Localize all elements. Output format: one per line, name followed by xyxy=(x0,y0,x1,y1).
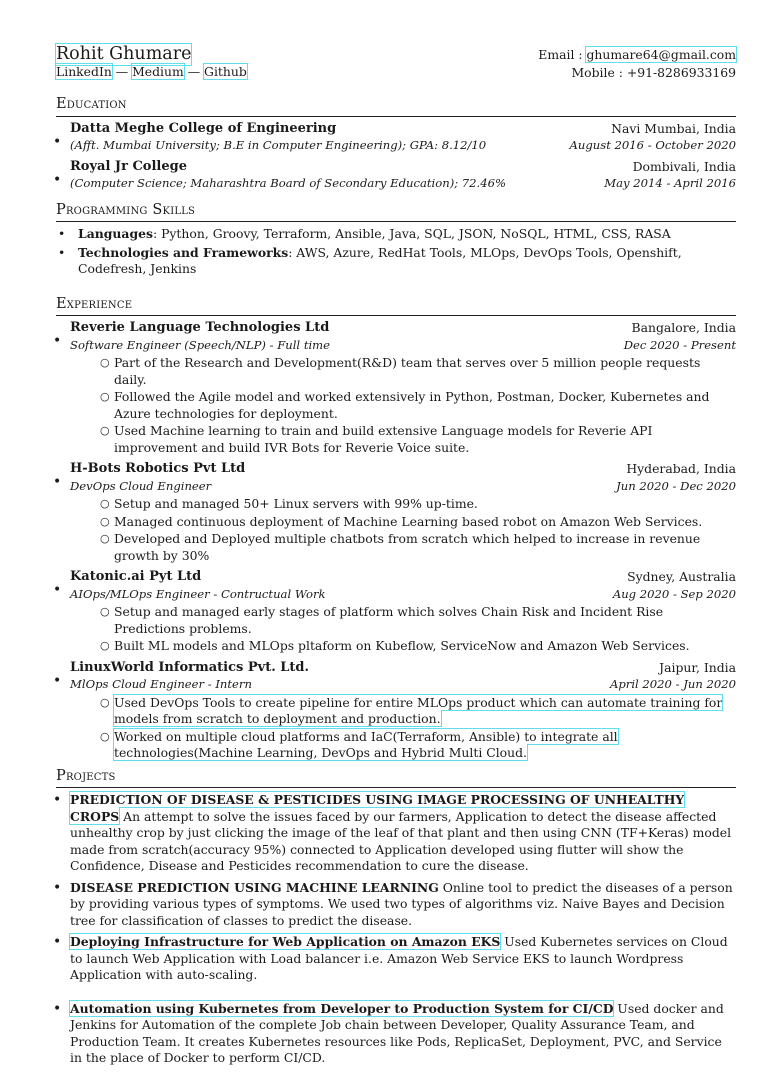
mobile-row xyxy=(538,64,736,82)
school-location: Dombivali, India xyxy=(632,158,736,174)
job-point-text: Part of the Research and Development(R&D) team that serves over 5 million people requests daily. xyxy=(114,355,701,387)
job-point-text: Followed the Agile model and worked extensively in Python, Postman, Docker, Kubernetes and Azure technologies for deployment. xyxy=(114,389,710,421)
bullet-icon: • xyxy=(53,672,62,689)
job-role: AIOps/MLOps Engineer - Contructual Work xyxy=(70,586,326,601)
project-description: An attempt to solve the issues faced by our farmers, Application to detect the disease affected unhealthy crop by just clicking the image of the leaf of that plant and then using CNN (TF+Keras) model made from scratch(accuracy 95%) connected to Application developed using flutter will show the Confidence, Disease and Pesticides recommendation to cure the disease. xyxy=(70,808,732,873)
education-list xyxy=(53,120,736,192)
skills-list xyxy=(56,226,736,278)
skill-value: : Python, Groovy, Terraform, Ansible, Java, SQL, JSON, NoSQL, HTML, CSS, RASA xyxy=(152,226,671,241)
contact-info xyxy=(538,46,736,82)
job-point-text: Setup and managed early stages of platform which solves Chain Risk and Incident Rise Predictions problems. xyxy=(114,604,664,636)
company-location: Hyderabad, India xyxy=(626,461,736,476)
mobile-label: Mobile : xyxy=(571,65,627,80)
circle-bullet-icon: ○ xyxy=(100,390,110,403)
education-entry xyxy=(53,158,736,192)
job-role: Software Engineer (Speech/NLP) - Full time xyxy=(70,337,331,352)
job-point xyxy=(100,531,736,564)
project-title: DISEASE PREDICTION USING MACHINE LEARNING xyxy=(70,879,439,895)
job-dates: Jun 2020 - Dec 2020 xyxy=(616,478,736,493)
job-point xyxy=(100,355,736,388)
company-location: Jaipur, India xyxy=(659,659,736,675)
job-point xyxy=(100,496,736,513)
company-location: Sydney, Australia xyxy=(627,569,736,584)
project-description: Used docker and Jenkins for Automation of the complete Job chain between Developer, Quality Assurance Team, and Production Team. It creates Kubernetes resources like Pods, ReplicaSet, Deployment, PVC, and Service in the place of Docker to perform CI/CD. xyxy=(70,1000,724,1065)
job-point xyxy=(100,729,736,762)
job-dates: Dec 2020 - Present xyxy=(623,337,736,352)
school-dates: August 2016 - October 2020 xyxy=(569,138,736,152)
projects-list xyxy=(53,792,736,1067)
skill-item xyxy=(56,245,736,278)
job-point-text: Used Machine learning to train and build extensive Language models for Reverie API improvement and build IVR Bots for Reverie Voice suite. xyxy=(114,423,653,455)
job-point xyxy=(100,604,736,637)
email-link[interactable]: ghumare64@gmail.com xyxy=(586,47,736,62)
bullet-icon: • xyxy=(53,792,62,808)
bullet-icon: • xyxy=(53,934,62,950)
job-point-text: Setup and managed 50+ Linux servers with 99% up-time. xyxy=(114,496,478,511)
job-point xyxy=(100,695,736,728)
job-points xyxy=(70,604,736,655)
project-description: Used Kubernetes services on Cloud to launch Web Application with Load balancer i.e. Amazon Web Service EKS to launch Wordpress Application with auto-scaling. xyxy=(70,934,728,982)
job-role: MlOps Cloud Engineer - Intern xyxy=(70,677,252,691)
company-name: LinuxWorld Informatics Pvt. Ltd. xyxy=(70,659,310,675)
experience-list xyxy=(53,320,736,762)
job-point xyxy=(100,423,736,456)
job-points xyxy=(70,355,736,456)
project-title-link[interactable]: Deploying Infrastructure for Web Application on Amazon EKS xyxy=(70,934,501,949)
project-description: Online tool to predict the diseases of a person by providing various types of symptoms. We used two types of algorithms viz. Naive Bayes and Decision tree for classification of classes to predict the disease. xyxy=(70,879,733,928)
job-point-text: Developed and Deployed multiple chatbots from scratch which helped to increase in revenue growth by 30% xyxy=(114,531,701,563)
bullet-icon: • xyxy=(53,474,62,490)
job-point xyxy=(100,514,736,531)
school-detail: (Afft. Mumbai University; B.E in Computer Engineering); GPA: 8.12/10 xyxy=(70,138,487,152)
experience-entry xyxy=(53,461,736,564)
section-title-projects: Projects xyxy=(56,768,736,789)
skill-label: Technologies and Frameworks xyxy=(78,244,289,260)
bullet-icon: • xyxy=(53,133,62,150)
education-entry xyxy=(53,120,736,154)
section-title-education: Education xyxy=(56,96,736,117)
bullet-icon: • xyxy=(53,1000,62,1017)
bullet-icon: • xyxy=(53,333,62,349)
circle-bullet-icon: ○ xyxy=(100,356,110,369)
experience-entry xyxy=(53,320,736,456)
job-points xyxy=(70,695,736,762)
school-name: Royal Jr College xyxy=(70,158,187,174)
job-point xyxy=(100,638,736,655)
job-point-link[interactable]: Worked on multiple cloud platforms and IaC(Terraform, Ansible) to integrate all technologies(Machine Learning, DevOps and Hybrid Multi Cloud. xyxy=(114,728,618,760)
resume-page xyxy=(53,42,736,1072)
circle-bullet-icon: ○ xyxy=(100,639,110,652)
link-separator: — xyxy=(183,64,205,79)
project-entry xyxy=(53,879,736,930)
bullet-icon: • xyxy=(53,171,62,188)
github-link[interactable]: Github xyxy=(204,64,247,79)
job-point-link[interactable]: Used DevOps Tools to create pipeline for entire MLOps product which can automate training for models from scratch to deployment and production. xyxy=(114,694,723,726)
company-name: Reverie Language Technologies Ltd xyxy=(70,320,330,335)
circle-bullet-icon: ○ xyxy=(100,532,110,545)
skill-label: Languages xyxy=(78,226,153,241)
job-point-text: Managed continuous deployment of Machine Learning based robot on Amazon Web Services. xyxy=(114,513,703,529)
project-title-link[interactable]: Automation using Kubernetes from Developer to Production System for CI/CD xyxy=(70,1000,614,1016)
section-title-skills: Programming Skills xyxy=(56,202,736,223)
resume-header xyxy=(56,42,736,86)
section-title-experience: Experience xyxy=(56,296,736,317)
bullet-icon: • xyxy=(53,879,62,896)
school-detail: (Computer Science; Maharashtra Board of Secondary Education); 72.46% xyxy=(70,176,507,190)
profile-links xyxy=(56,64,247,81)
circle-bullet-icon: ○ xyxy=(100,497,110,510)
bullet-icon: • xyxy=(53,582,62,598)
circle-bullet-icon: ○ xyxy=(100,514,110,528)
email-label: Email : xyxy=(538,47,587,62)
experience-entry xyxy=(53,569,736,655)
job-role: DevOps Cloud Engineer xyxy=(70,478,212,493)
circle-bullet-icon: ○ xyxy=(100,729,110,743)
mobile-number: +91-8286933169 xyxy=(626,65,736,80)
linkedin-link[interactable]: LinkedIn xyxy=(56,64,112,79)
experience-entry xyxy=(53,659,736,762)
email-row xyxy=(538,46,736,64)
circle-bullet-icon: ○ xyxy=(100,424,110,437)
job-points xyxy=(70,496,736,564)
school-name: Datta Meghe College of Engineering xyxy=(70,120,337,136)
job-dates: Aug 2020 - Sep 2020 xyxy=(612,586,736,601)
candidate-name[interactable]: Rohit Ghumare xyxy=(56,44,192,64)
project-entry xyxy=(53,1000,736,1067)
circle-bullet-icon: ○ xyxy=(100,605,110,618)
medium-link[interactable]: Medium xyxy=(132,64,184,79)
school-location: Navi Mumbai, India xyxy=(611,120,736,136)
company-name: Katonic.ai Pyt Ltd xyxy=(70,569,202,584)
project-title-link[interactable]: PREDICTION OF DISEASE & PESTICIDES USING IMAGE PROCESSING OF UNHEALTHY CROPS xyxy=(70,792,685,824)
project-entry xyxy=(53,934,736,984)
school-dates: May 2014 - April 2016 xyxy=(604,176,736,190)
skill-value: : AWS, Azure, RedHat Tools, MLOps, DevOps Tools, Openshift, Codefresh, Jenkins xyxy=(78,244,682,276)
company-location: Bangalore, India xyxy=(631,320,736,335)
job-dates: April 2020 - Jun 2020 xyxy=(609,677,736,691)
link-separator: — xyxy=(111,64,133,79)
skill-item xyxy=(56,226,736,243)
company-name: H-Bots Robotics Pvt Ltd xyxy=(70,461,246,476)
circle-bullet-icon: ○ xyxy=(100,695,110,709)
job-point-text: Built ML models and MLOps pltaform on Kubeflow, ServiceNow and Amazon Web Services. xyxy=(114,638,690,653)
project-entry xyxy=(53,792,736,875)
job-point xyxy=(100,389,736,422)
